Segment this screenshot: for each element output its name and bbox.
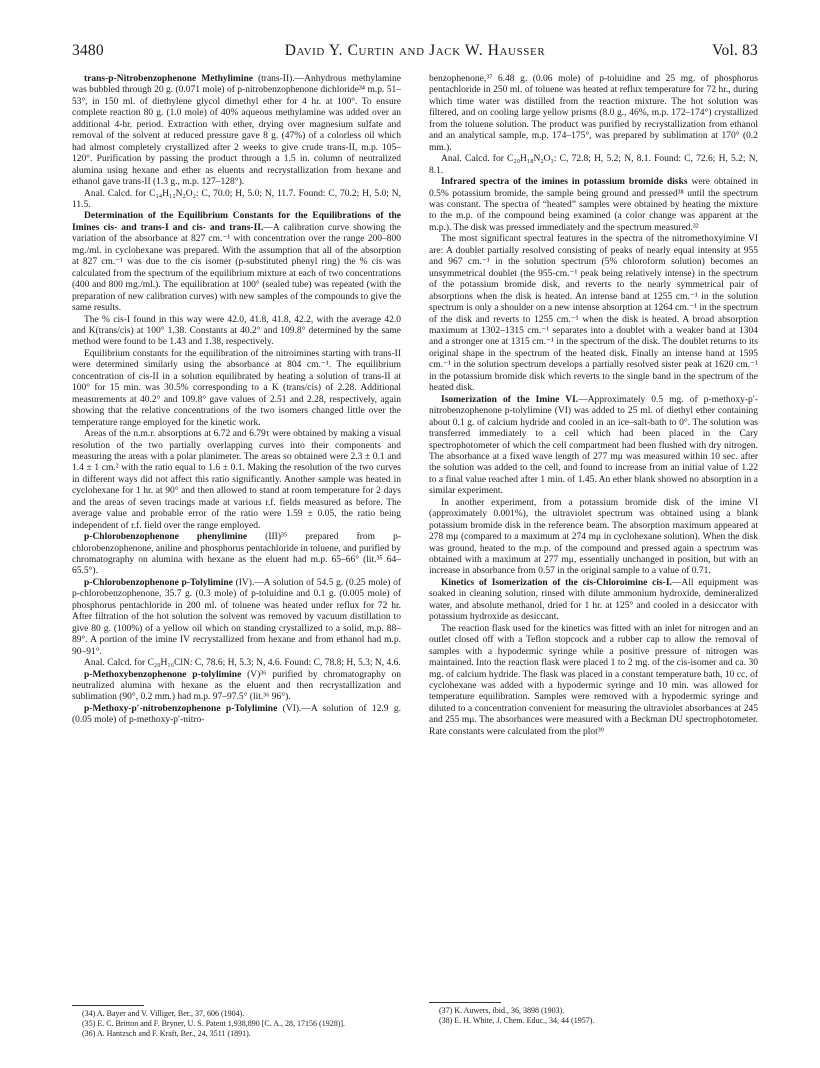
paragraph: The reaction flask used for the kinetics was fitted with an inlet for nitrogen and an outlet closed off with a Teflon stopcock and a rubber cap to allow the removal of samples with a hypodermic syringe while a positive pressure of nitrogen was maintained. Into the reaction flask were placed 1 to 2 mg. of the cis-isomer and ca. 30 mg. of calcium hydride. The flask was placed in a constant temperature bath, 10 cc. of cyclohexane was added with a hypodermic syringe and 10 min. was allowed for temperature equilibration. Samples were removed with a hypodermic syringe and diluted to a concentration convenient for measuring the ultraviolet absorbances at 245 and 255 mμ. The absorbances were measured with a Beckman DU spectrophotometer. Rate constants were calculated from the plot³⁹ <box>429 623 758 737</box>
right-footnotes <box>429 1002 758 1026</box>
section-heading: trans-p-Nitrobenzophenone Methylimine <box>84 74 253 84</box>
footnote: (34) A. Bayer and V. Villiger, Ber., 37, 606 (1904). <box>82 1009 245 1018</box>
paragraph: The % cis-I found in this way were 42.0, 41.8, 41.8, 42.2, with the average 42.0 and K(trans/cis) at 100° 1.38. Constants at 40.2° and 109.8° determined by the same method were found to be 1.43 and 1.38, respectively. <box>72 314 401 348</box>
running-header <box>72 42 758 62</box>
paragraph: Infrared spectra of the imines in potassium bromide disks were obtained in 0.5% potassium bromide, the sample being ground and pressed³⁸ until the spectrum was constant. The spectra of “heated” samples were obtained by heating the mixture to the m.p. of the compound being examined (a color change was apparent at the m.p.). The disk was pressed immediately and the spectrum measured.³² <box>429 177 758 233</box>
footnote-rule <box>429 1002 501 1003</box>
paragraph: Determination of the Equilibrium Constants for the Equilibrations of the Imines cis- and trans-I and cis- and trans-II.—A calibration curve showing the variation of the absorbance at 827 cm.⁻¹ with concentration over the range 200–800 mg./ml. in cyclohexane was prepared. With the assumption that all of the absorption at 827 cm.⁻¹ was due to the cis isomer (p-substituted phenyl ring) the % cis was calculated from the spectrum of the equilibrium mixture at each of two concentrations (400 and 800 mg./ml.). The equilibration at 100° (sealed tube) was repeated (with the preparation of new calibration curves) with new samples of the compounds to give the same results. <box>72 211 401 314</box>
section-heading: Infrared spectra of the imines in potassium bromide disks <box>441 177 688 188</box>
paragraph: trans-p-Nitrobenzophenone Methylimine (trans-II).—Anhydrous methylamine was bubbled through 20 g. (0.071 mole) of p-nitrobenzophenone dichloride³⁴ m.p. 51–53°, in 150 ml. of diethylene glycol dimethyl ether for 4 hr. at 100°. To ensure complete reaction 80 g. (1.0 mole) of 40% aqueous methylamine was added over an additional 4-hr. period. Extraction with ether, drying over magnesium sulfate and removal of the solvent at reduced pressure gave 8 g. (47%) of a colorless oil which had almost completely crystallized after 2 weeks to give crude trans-II, m.p. 105–120°. Purification by passing the product through a 1.5 in. column of neutralized alumina using hexane and ether as eluents and recrystallization from hexane and ethanol gave trans-II (1.3 g., m.p. 127–128°). <box>72 74 401 188</box>
analysis-paragraph: Anal. Calcd. for C₂₀H₁₆ClN: C, 78.6; H, 5.3; N, 4.6. Found: C, 78.8; H, 5.3; N, 4.6. <box>84 658 401 669</box>
right-column <box>429 74 758 738</box>
volume-label: Vol. 83 <box>712 42 758 59</box>
paragraph: Isomerization of the Imine VI.—Approximately 0.5 mg. of p-methoxy-p′-nitrobenzophenone p-tolylimine (VI) was added to 25 ml. of diethyl ether containing about 0.1 g. of calcium hydride and cooled in an ice–salt-bath to 0°. The solution was transferred immediately to a cell which had been placed in the Cary spectrophotometer of which the cell compartment had been flushed with dry nitrogen. The absorbance at a fixed wave length of 277 mμ was measured within 10 sec. after the solution was added to the cell, and found to increase from an initial value of 1.22 to a final value reached after 1 min. of 1.45. An ether blank showed no absorption in a similar experiment. <box>429 394 758 497</box>
running-authors: David Y. Curtin and Jack W. Hausser <box>284 42 546 59</box>
paragraph: Kinetics of Isomerization of the cis-Chloroimine cis-I.—All equipment was soaked in cleaning solution, rinsed with dilute ammonium hydroxide, demineralized water, and absolute methanol, dried for 1 hr. at 125° and cooled in a desiccator with potassium hydroxide as desiccant. <box>429 577 758 623</box>
section-heading: p-Methoxybenzophenone p-tolylimine <box>84 669 242 680</box>
section-heading: p-Methoxy-p′-nitrobenzophenone p-Tolylimine <box>84 703 278 714</box>
paragraph: The most significant spectral features in the spectra of the nitromethoxyimine VI are: A doublet partially resolved consisting of peaks of nearly equal intensity at 955 and 967 cm.⁻¹ in the solution spectrum (5% chloroform solution) becomes an unsymmetrical doublet (the 955-cm.⁻¹ peak being relatively intense) in the spectrum of the potassium bromide disk, and reverts to the nearly symmetrical pair of absorptions when the disk is heated. An intense band at 1255 cm.⁻¹ in the solution spectrum is only a shoulder on a new intense absorption at 1264 cm.⁻¹ in the spectrum of the disk and reverts to 1255 cm.⁻¹ when the disk is heated. A broad absorption maximum at 1302–1315 cm.⁻¹ separates into a doublet with a weaker band at 1304 and a stronger one at 1315 cm.⁻¹ in the spectrum of the disk. The doublet returns to its original shape in the spectrum of the heated disk. Finally an intense band at 1595 cm.⁻¹ in the solution spectrum develops a partially resolved sister peak at 1620 cm.⁻¹ in the potassium bromide disk which reverts to the single band in the spectrum of the heated disk. <box>429 234 758 394</box>
paragraph: Equilibrium constants for the equilibration of the nitroimines starting with trans-II were determined similarly using the absorbance at 804 cm.⁻¹. The equilibrium concentration of cis-II in a solution equilibrated by heating a solution of trans-II at 100° for 15 min. was 30.5% corresponding to a K (trans/cis) of 2.28. Additional measurements at 40.2° and 109.8° gave values of 2.51 and 2.28, respectively, again showing that the relative concentrations of the two isomers changed little over the temperature range employed for the kinetic work. <box>72 348 401 428</box>
section-heading: p-Chlorobenzophenone p-Tolylimine <box>84 577 233 588</box>
footnote: (38) E. H. White, J. Chem. Educ., 34, 44 (1957). <box>439 1016 595 1025</box>
paragraph: p-Methoxy-p′-nitrobenzophenone p-Tolylimine (VI).—A solution of 12.9 g. (0.05 mole) of p-methoxy-p′-nitro- <box>72 703 401 726</box>
footnote: (36) A. Hantzsch and F. Kraft, Ber., 24, 3511 (1891). <box>82 1029 251 1038</box>
paragraph: benzophenone,³⁷ 6.48 g. (0.06 mole) of p-toluidine and 25 mg. of phosphorus pentachloride in 250 ml. of toluene was heated at reflux temperature for 72 hr., during which time water was distilled from the reaction mixture. The hot solution was filtered, and on cooling large yellow prisms (8.0 g., 46%, m.p. 172–174°) crystallized from the toluene solution. The product was purified by recrystallization from ethanol and an analytical sample, m.p. 174–175°, was prepared by sublimation at 170° (0.2 mm.). <box>429 74 758 153</box>
section-heading: Determination of the Equilibrium Constants for the Equilibrations of the Imines cis- and trans-I and cis- and trans-II. <box>72 211 401 233</box>
footnote: (37) K. Auwers, ibid., 36, 3898 (1903). <box>439 1006 565 1015</box>
analysis-paragraph: Anal. Calcd. for C₂₀H₁₈N₂O₃: C, 72.8; H, 5.2; N, 8.1. Found: C, 72.6; H, 5.2; N, 8.1. <box>429 154 758 176</box>
left-column <box>72 74 401 727</box>
section-heading: p-Chlorobenzophenone phenylimine <box>84 532 248 543</box>
footnote-rule <box>72 1005 144 1006</box>
paragraph: Areas of the n.m.r. absorptions at 6.72 and 6.79τ were obtained by making a visual resolution of the two partially overlapping curves into their components and measuring the areas with a polar planimeter. The areas so obtained were 2.3 ± 0.1 and 1.4 ± 1 cm.² with the ratio equal to 1.6 ± 0.1. Making the resolution of the two curves in different ways did not affect this ratio significantly. Another sample was heated in cyclohexane for 1 hr. at 90° and then allowed to stand at room temperature for 2 days and the areas of seven tracings made at various r.f. fields measured as before. The average value and probable error of the ratio were 1.59 ± 0.05, the ratio being independent of r.f. field over the range employed. <box>72 429 401 531</box>
section-heading: Kinetics of Isomerization of the cis-Chloroimine cis-I. <box>441 577 672 588</box>
paragraph: In another experiment, from a potassium bromide disk of the imine VI (approximately 0.001%), the ultraviolet spectrum was obtained using a blank potassium bromide disk in the reference beam. The absorption maximum appeared at 278 mμ (compared to a maximum at 274 mμ in cyclohexane solution). When the disk was ground, heated to the m.p. of the compound and pressed again a spectrum was obtained with a maximum at 277 mμ, essentially unchanged in position, but with an increase in absorbance from 0.57 in the original sample to a value of 0.71. <box>429 497 758 577</box>
paragraph: p-Chlorobenzophenone p-Tolylimine (IV).—A solution of 54.5 g. (0.25 mole) of p-chlorobenzophenone, 35.7 g. (0.3 mole) of p-toluidine and 0.1 g. (0.005 mole) of phosphorus pentachloride in 200 ml. of toluene was heated under reflux for 72 hr. After filtration of the hot solution the solvent was removed by vacuum distillation to give 80 g. (100%) of a yellow oil which on standing crystallized to a solid, m.p. 88–89°. A portion of the imine IV recrystallized from hexane and from ethanol had m.p. 90–91°. <box>72 577 401 657</box>
paragraph: p-Chlorobenzophenone phenylimine (III)³⁵ prepared from p-chlorobenzophenone, aniline and phosphorus pentachloride in toluene, and purified by chromatography on alumina with hexane as the eluent had m.p. 65–66° (lit.³⁵ 64–65.5°). <box>72 532 401 577</box>
section-heading: Isomerization of the Imine VI. <box>441 394 579 405</box>
paragraph: p-Methoxybenzophenone p-tolylimine (V)³⁶ purified by chromatography on neutralized alumina with hexane as the eluent and then recrystallization and sublimation (90°, 0.2 mm.) had m.p. 97–97.5° (lit.³⁶ 96°). <box>72 669 401 703</box>
analysis-paragraph: Anal. Calcd. for C₁₄H₁₂N₂O₂: C, 70.0; H, 5.0; N, 11.7. Found: C, 70.2; H, 5.0; N, 11.5. <box>72 188 401 210</box>
page-number: 3480 <box>72 42 104 59</box>
footnote: (35) E. C. Britton and F. Bryner, U. S. Patent 1,938,890 [C. A., 28, 17156 (1928)]. <box>82 1019 346 1028</box>
left-footnotes <box>72 1005 401 1039</box>
